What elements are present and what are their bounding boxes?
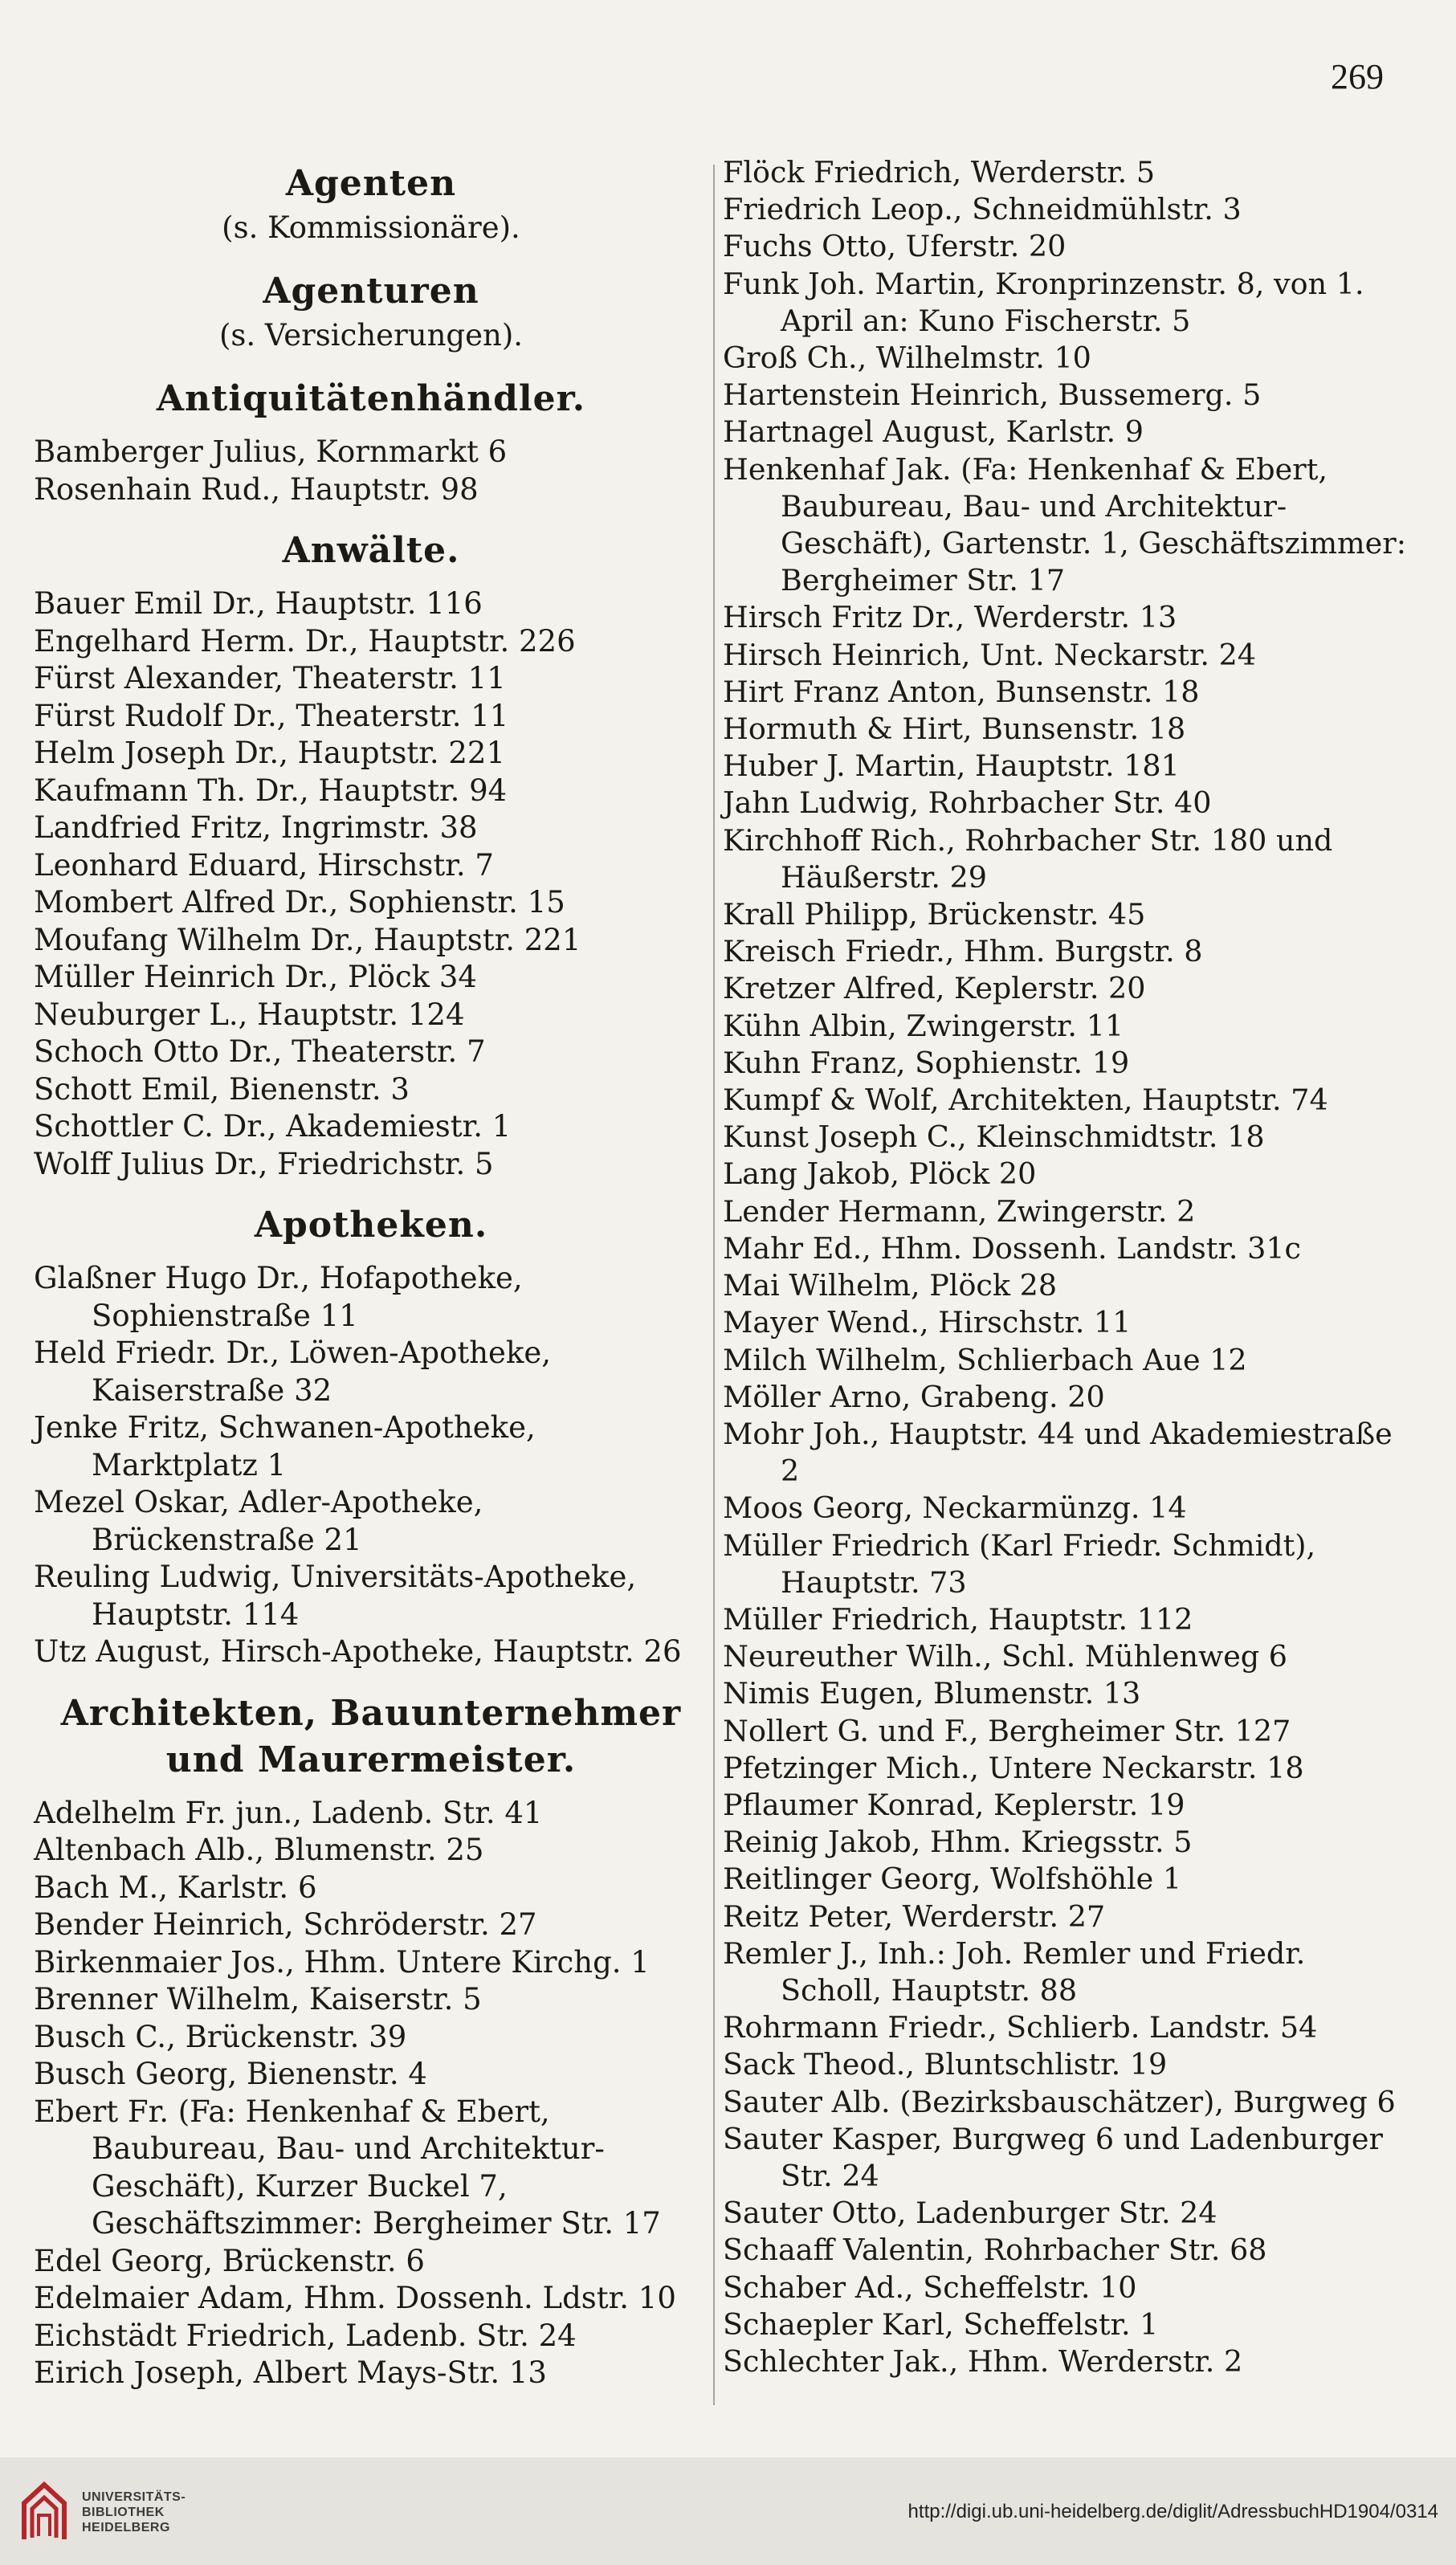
directory-entry: Hirt Franz Anton, Bunsenstr. 18 — [723, 674, 1200, 709]
directory-entry: Kaufmann Th. Dr., Hauptstr. 94 — [34, 773, 508, 808]
directory-entry: Neuburger L., Hauptstr. 124 — [34, 997, 465, 1032]
section-heading: Agenturen — [263, 271, 479, 312]
directory-entry: Lang Jakob, Plöck 20 — [723, 1156, 1037, 1192]
directory-entry: Fürst Alexander, Theaterstr. 11 — [34, 661, 506, 695]
directory-entry: Jenke Fritz, Schwanen-Apotheke, Marktplatz 1 — [34, 1410, 536, 1482]
entry-list — [34, 585, 708, 1183]
directory-entry: Schaber Ad., Scheffelstr. 10 — [723, 2269, 1137, 2305]
directory-entry: Reitz Peter, Werderstr. 27 — [723, 1898, 1106, 1934]
directory-entry: Nimis Eugen, Blumenstr. 13 — [723, 1676, 1141, 1711]
source-url-link[interactable]: http://digi.ub.uni-heidelberg.de/diglit/AdressbuchHD1904/0314 — [907, 2501, 1438, 2522]
directory-entry: Bach M., Karlstr. 6 — [34, 1870, 317, 1905]
directory-entry: Möller Arno, Grabeng. 20 — [723, 1379, 1105, 1414]
directory-entry: Mohr Joh., Hauptstr. 44 und Akademiestraße 2 — [723, 1416, 1393, 1489]
directory-entry: Mahr Ed., Hhm. Dossenh. Landstr. 31c — [723, 1230, 1301, 1266]
directory-entry: Reitlinger Georg, Wolfshöhle 1 — [723, 1862, 1182, 1897]
directory-entry: Pflaumer Konrad, Keplerstr. 19 — [723, 1787, 1185, 1822]
directory-entry: Pfetzinger Mich., Untere Neckarstr. 18 — [723, 1750, 1304, 1785]
directory-entry: Hartenstein Heinrich, Bussemerg. 5 — [723, 377, 1262, 413]
footer-bar — [0, 2457, 1456, 2565]
directory-entry: Bamberger Julius, Kornmarkt 6 — [34, 434, 508, 469]
directory-entry: Landfried Fritz, Ingrimstr. 38 — [34, 810, 478, 845]
directory-entry: Eichstädt Friedrich, Ladenb. Str. 24 — [34, 2318, 577, 2353]
section-heading: Anwälte. — [282, 530, 460, 571]
entry-list — [34, 1260, 708, 1671]
directory-entry: Birkenmaier Jos., Hhm. Untere Kirchg. 1 — [34, 1944, 650, 1980]
directory-entry: Helm Joseph Dr., Hauptstr. 221 — [34, 736, 506, 770]
directory-entry: Kunst Joseph C., Kleinschmidtstr. 18 — [723, 1119, 1265, 1155]
directory-entry: Schaaff Valentin, Rohrbacher Str. 68 — [723, 2233, 1267, 2268]
library-name-line-2: BIBLIOTHEK — [82, 2506, 165, 2519]
directory-section — [34, 1202, 708, 1671]
directory-entry: Leonhard Eduard, Hirschstr. 7 — [34, 847, 494, 883]
left-column — [34, 161, 708, 2412]
directory-entry: Friedrich Leop., Schneidmühlstr. 3 — [723, 192, 1242, 227]
directory-entry: Schott Emil, Bienenstr. 3 — [34, 1071, 410, 1107]
directory-entry: Mombert Alfred Dr., Sophienstr. 15 — [34, 885, 565, 920]
directory-entry: Jahn Ludwig, Rohrbacher Str. 40 — [723, 785, 1212, 821]
directory-entry: Rosenhain Rud., Hauptstr. 98 — [34, 471, 479, 507]
directory-entry: Lender Hermann, Zwingerstr. 2 — [723, 1193, 1196, 1229]
directory-entry: Altenbach Alb., Blumenstr. 25 — [34, 1833, 484, 1867]
directory-entry: Kuhn Franz, Sophienstr. 19 — [723, 1045, 1130, 1080]
directory-section — [34, 161, 708, 249]
university-library-logo-icon — [16, 2475, 72, 2547]
directory-entry: Ebert Fr. (Fa: Henkenhaf & Ebert, Baubureau, Bau- und Architektur-Geschäft), Kurzer Buckel 7, Geschäftszimmer: Bergheimer Str. 17 — [34, 2094, 661, 2241]
section-heading: Antiquitätenhändler. — [156, 378, 586, 419]
directory-entry: Eirich Joseph, Albert Mays-Str. 13 — [34, 2355, 547, 2390]
directory-entry: Sauter Alb. (Bezirksbauschätzer), Burgweg 6 — [723, 2084, 1396, 2119]
directory-entry: Nollert G. und F., Bergheimer Str. 127 — [723, 1713, 1291, 1748]
directory-entry: Schaepler Karl, Scheffelstr. 1 — [723, 2306, 1159, 2342]
directory-entry: Müller Friedrich (Karl Friedr. Schmidt), Hauptstr. 73 — [723, 1527, 1316, 1600]
directory-entry: Schottler C. Dr., Akademiestr. 1 — [34, 1109, 512, 1144]
directory-entry: Busch C., Brückenstr. 39 — [34, 2019, 407, 2054]
page-number: 269 — [1331, 57, 1384, 96]
directory-entry: Moufang Wilhelm Dr., Hauptstr. 221 — [34, 922, 581, 957]
directory-entry: Bauer Emil Dr., Hauptstr. 116 — [34, 586, 483, 621]
directory-entry: Reinig Jakob, Hhm. Kriegsstr. 5 — [723, 1825, 1193, 1860]
section-heading: Agenten — [285, 163, 457, 204]
entry-list — [34, 1795, 708, 2392]
directory-entry: Hirsch Heinrich, Unt. Neckarstr. 24 — [723, 637, 1257, 672]
section-subheading: (s. Kommissionäre). — [222, 210, 520, 245]
directory-entry: Utz August, Hirsch-Apotheke, Hauptstr. 26 — [34, 1634, 682, 1669]
directory-section — [34, 376, 708, 508]
directory-entry: Milch Wilhelm, Schlierbach Aue 12 — [723, 1342, 1247, 1377]
directory-section — [34, 528, 708, 1183]
directory-entry: Kühn Albin, Zwingerstr. 11 — [723, 1008, 1124, 1043]
directory-entry: Glaßner Hugo Dr., Hofapotheke, Sophienstraße 11 — [34, 1261, 523, 1333]
column-divider — [713, 165, 715, 2405]
directory-entry: Bender Heinrich, Schröderstr. 27 — [34, 1907, 537, 1942]
directory-entry: Hirsch Fritz Dr., Werderstr. 13 — [723, 600, 1177, 635]
directory-entry: Rohrmann Friedr., Schlierb. Landstr. 54 — [723, 2010, 1318, 2045]
directory-entry: Sack Theod., Bluntschlistr. 19 — [723, 2047, 1168, 2082]
directory-entry: Krall Philipp, Brückenstr. 45 — [723, 897, 1146, 932]
directory-entry: Müller Friedrich, Hauptstr. 112 — [723, 1601, 1193, 1637]
section-heading: Architekten, Bauunternehmer und Maurermeister. — [60, 1692, 682, 1780]
directory-entry: Hartnagel August, Karlstr. 9 — [723, 414, 1144, 450]
directory-entry: Moos Georg, Neckarmünzg. 14 — [723, 1490, 1187, 1526]
entry-list — [34, 434, 708, 508]
directory-entry: Engelhard Herm. Dr., Hauptstr. 226 — [34, 623, 576, 659]
directory-entry: Mezel Oskar, Adler-Apotheke, Brückenstraße 21 — [34, 1485, 483, 1557]
right-column — [723, 154, 1413, 2380]
directory-section — [34, 1690, 708, 2392]
directory-entry: Müller Heinrich Dr., Plöck 34 — [34, 960, 477, 994]
directory-entry: Remler J., Inh.: Joh. Remler und Friedr. Scholl, Hauptstr. 88 — [723, 1935, 1306, 2008]
directory-entry: Adelhelm Fr. jun., Ladenb. Str. 41 — [34, 1795, 543, 1830]
directory-entry: Mai Wilhelm, Plöck 28 — [723, 1268, 1058, 1303]
library-name — [82, 2490, 186, 2535]
directory-entry: Neureuther Wilh., Schl. Mühlenweg 6 — [723, 1639, 1287, 1674]
library-name-line-3: HEIDELBERG — [82, 2521, 170, 2534]
directory-entry: Wolff Julius Dr., Friedrichstr. 5 — [34, 1146, 494, 1181]
directory-entry: Kretzer Alfred, Keplerstr. 20 — [723, 971, 1146, 1006]
directory-entry: Schoch Otto Dr., Theaterstr. 7 — [34, 1034, 486, 1069]
directory-entry: Huber J. Martin, Hauptstr. 181 — [723, 748, 1180, 784]
directory-entry: Flöck Friedrich, Werderstr. 5 — [723, 155, 1156, 190]
directory-entry: Sauter Kasper, Burgweg 6 und Ladenburger Str. 24 — [723, 2121, 1383, 2193]
directory-entry: Funk Joh. Martin, Kronprinzenstr. 8, von 1. April an: Kuno Fischerstr. 5 — [723, 266, 1364, 338]
library-name-line-1: UNIVERSITÄTS- — [82, 2490, 186, 2504]
directory-entry: Groß Ch., Wilhelmstr. 10 — [723, 341, 1091, 376]
directory-entry: Mayer Wend., Hirschstr. 11 — [723, 1305, 1132, 1340]
directory-entry: Fürst Rudolf Dr., Theaterstr. 11 — [34, 698, 509, 733]
directory-entry: Henkenhaf Jak. (Fa: Henkenhaf & Ebert, Baubureau, Bau- und Architektur-Geschäft), Gartenstr. 1, Geschäftszimmer: Bergheimer Str. 17 — [723, 451, 1407, 598]
directory-entry: Reuling Ludwig, Universitäts-Apotheke, Hauptstr. 114 — [34, 1560, 637, 1632]
directory-entry: Busch Georg, Bienenstr. 4 — [34, 2057, 427, 2091]
directory-entry: Edelmaier Adam, Hhm. Dossenh. Ldstr. 10 — [34, 2281, 676, 2315]
directory-entry: Fuchs Otto, Uferstr. 20 — [723, 229, 1067, 264]
directory-entry: Kreisch Friedr., Hhm. Burgstr. 8 — [723, 934, 1203, 969]
section-subheading: (s. Versicherungen). — [218, 318, 524, 353]
directory-entry: Edel Georg, Brückenstr. 6 — [34, 2243, 425, 2278]
directory-entry: Held Friedr. Dr., Löwen-Apotheke, Kaiserstraße 32 — [34, 1336, 552, 1408]
directory-entry: Schlechter Jak., Hhm. Werderstr. 2 — [723, 2343, 1243, 2379]
directory-section — [34, 268, 708, 357]
directory-entry: Kirchhoff Rich., Rohrbacher Str. 180 und Häußerstr. 29 — [723, 822, 1333, 895]
directory-entry: Sauter Otto, Ladenburger Str. 24 — [723, 2196, 1217, 2231]
section-heading: Apotheken. — [254, 1205, 488, 1246]
directory-entry: Brenner Wilhelm, Kaiserstr. 5 — [34, 1982, 482, 2017]
directory-entry: Hormuth & Hirt, Bunsenstr. 18 — [723, 712, 1186, 747]
directory-entry: Kumpf & Wolf, Architekten, Hauptstr. 74 — [723, 1083, 1328, 1118]
